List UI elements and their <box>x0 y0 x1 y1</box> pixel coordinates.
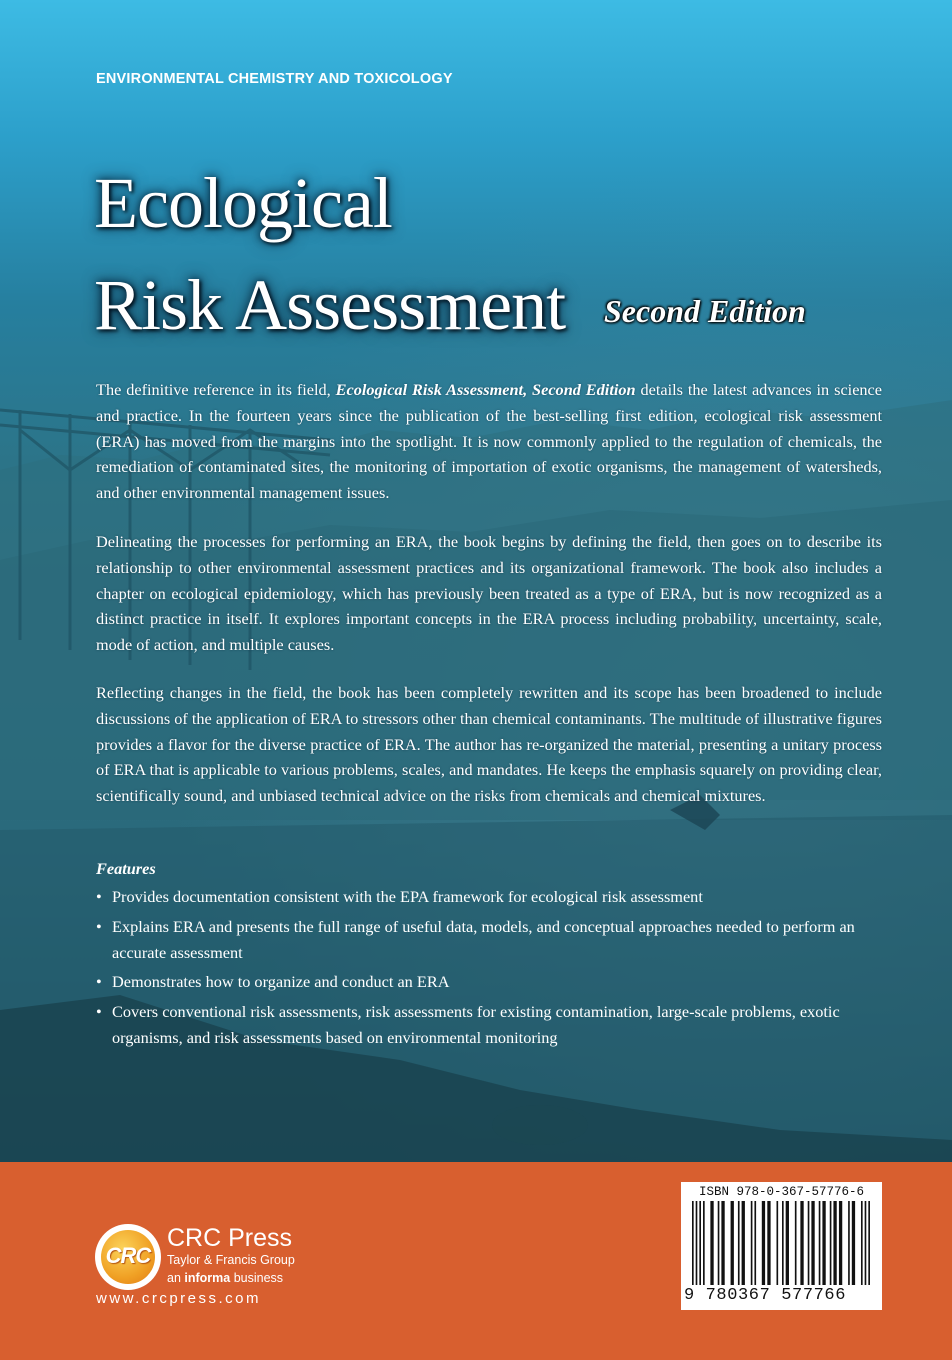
feature-text: Explains ERA and presents the full range of useful data, models, and conceptual approaches needed to perform an accurate assessment <box>112 916 855 962</box>
feature-text: Provides documentation consistent with the EPA framework for ecological risk assessment <box>112 887 703 906</box>
barcode-bar <box>830 1201 832 1285</box>
description-paragraph-3: Reflecting changes in the field, the book has been completely rewritten and its scope has been broadened to include discussions of the application of ERA to stressors other than chemical contaminants. The multitude of illustrative figures provides a flavor for the diverse practice of ERA. The author has re-organized the material, presenting a unitary process of ERA that is applicable to various problems, scales, and mandates. He keeps the emphasis squarely on providing clear, scientifically sound, and unbiased technical advice on the risks from chemicals and chemical mixtures. <box>96 683 883 806</box>
barcode-bar <box>738 1201 740 1285</box>
barcode-bar <box>731 1201 734 1285</box>
barcode-bar <box>751 1201 753 1285</box>
crc-logo-icon <box>95 1224 161 1290</box>
feature-text: Covers conventional risk assessments, risk assessments for existing contamination, large-scale problems, exotic organisms, and risk assessments based on environmental monitoring <box>112 1002 840 1047</box>
publisher-name: CRC Press <box>167 1224 293 1252</box>
barcode-bar <box>808 1201 810 1285</box>
feature-item <box>96 884 876 910</box>
feature-text: Demonstrates how to organize and conduct an ERA <box>112 972 450 992</box>
barcode-bar <box>742 1201 745 1285</box>
publisher-website: www.crcpress.com <box>96 1290 262 1307</box>
barcode-bar <box>848 1201 850 1285</box>
barcode-bar <box>822 1201 825 1285</box>
barcode-bar <box>852 1201 855 1285</box>
barcode-bar <box>868 1201 870 1285</box>
barcode-bar <box>710 1201 713 1285</box>
features-heading: Features <box>96 859 156 878</box>
barcode-bar <box>767 1201 770 1285</box>
bullet-icon: • <box>96 887 102 906</box>
isbn-number: ISBN 978-0-367-57776-6 <box>698 1185 865 1199</box>
barcode-bar <box>839 1201 842 1285</box>
series-label: ENVIRONMENTAL CHEMISTRY AND TOXICOLOGY <box>96 71 453 87</box>
bullet-icon: • <box>96 916 102 936</box>
logo-text: CRC <box>105 1243 151 1268</box>
barcode-bar <box>718 1201 720 1285</box>
bullet-icon: • <box>96 1002 102 1022</box>
barcode-bar <box>696 1201 698 1285</box>
barcode-icon <box>692 1201 872 1285</box>
barcode-bar <box>721 1201 724 1285</box>
description-text: details the latest advances in science and practice. In the fourteen years since the publication of the best-selling first edition, ecological risk assessment (ERA) has moved from the margins into the spotlight. It is now commonly applied to the regulation of chemicals, the remediation of contaminated sites, the monitoring of importation of exotic organisms, the management of watersheds, and other environmental management issues. <box>96 380 883 503</box>
book-title-line-2: Risk Assessment <box>94 265 566 345</box>
barcode-bar <box>833 1201 836 1285</box>
publisher-group: Taylor & Francis Group <box>167 1253 295 1267</box>
feature-item <box>96 969 876 995</box>
feature-item <box>96 914 876 966</box>
barcode-bar <box>819 1201 821 1285</box>
barcode-bar <box>703 1201 705 1285</box>
barcode-bar <box>811 1201 814 1285</box>
edition-label: Second Edition <box>604 293 806 329</box>
bullet-icon: • <box>96 972 102 992</box>
barcode-bar <box>795 1201 797 1285</box>
barcode-bar <box>782 1201 784 1285</box>
feature-item <box>96 999 876 1051</box>
barcode-bar <box>692 1201 694 1285</box>
tagline-bold: informa <box>184 1271 231 1285</box>
description-paragraph-2: Delineating the processes for performing an ERA, the book begins by defining the field, then goes on to describe its relationship to other environmental assessment practices and its organizational framework. The book also includes a chapter on ecological epidemiology, which has previously been treated as a type of ERA, but is now recognized as a distinct practice in itself. It explores important concepts in the ERA process including probability, uncertainty, scale, mode of action, and multiple causes. <box>96 532 882 655</box>
barcode-bar <box>754 1201 756 1285</box>
description-paragraph-1 <box>96 377 882 506</box>
book-title-line-1: Ecological <box>94 163 392 243</box>
barcode-bar <box>786 1201 789 1285</box>
features-list <box>96 884 876 1055</box>
barcode-bar <box>865 1201 867 1285</box>
publisher-tagline <box>167 1271 283 1285</box>
barcode-digits: 9 780367 577766 <box>684 1286 847 1305</box>
tagline-suffix: business <box>230 1271 284 1285</box>
book-title-reference: Ecological Risk Assessment, Second Edition <box>335 380 636 399</box>
barcode-bar <box>861 1201 863 1285</box>
tagline-prefix: an <box>167 1271 185 1285</box>
barcode-bar <box>699 1201 701 1285</box>
description-text: The definitive reference in its field, <box>96 380 336 399</box>
barcode-bar <box>776 1201 778 1285</box>
isbn-barcode <box>681 1182 882 1310</box>
barcode-bar <box>800 1201 803 1285</box>
barcode-bar <box>762 1201 765 1285</box>
